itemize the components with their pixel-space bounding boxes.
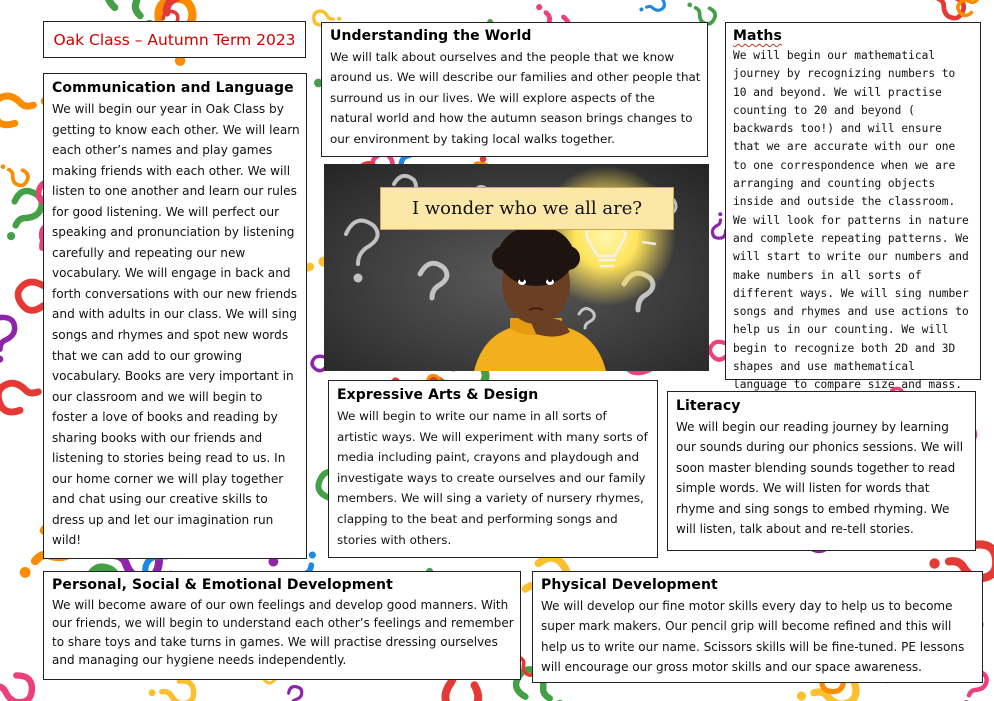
section-body: We will talk about ourselves and the people that we know around us. We will describe our families and other people that surround us in our lives. We will explore aspects of the natural world and how the autumn season brings changes to our environment by taking local walks together. [330,50,701,146]
literacy-section [667,391,976,551]
section-body: We will begin our mathematical journey by recognizing numbers to 10 and beyond. We will practise counting to 20 and beyond ( backwards too!) and will ensure that we are accurate with our one to one correspondence when we are arranging and counting objects inside and outside the classroom. We will look for patterns in nature and complete repeating patterns. We will start to write our numbers and make numbers in all sorts of different ways. We will sing number songs and rhymes and use actions to help us in our counting. We will begin to recognize both 2D and 3D shapes and use mathematical language to compare size and mass. [733,49,969,392]
communication-language-section [43,73,307,559]
decorative-question-mark [638,0,667,18]
page-title: Oak Class – Autumn Term 2023 [53,30,296,49]
wonder-caption: I wonder who we all are? [380,187,674,230]
section-heading: Expressive Arts & Design [337,387,539,403]
decorative-question-mark [148,680,195,701]
section-heading: Physical Development [541,577,718,593]
decorative-question-mark [712,212,726,238]
section-body: We will become aware of our own feelings and develop good manners. With our friends, we will begin to understand each other’s feelings and remember to share toys and take turns in games. We will practise dressing ourselves and managing our hygiene needs independently. [52,598,514,667]
section-heading: Maths [733,28,782,44]
section-body: We will begin our reading journey by learning our sounds during our phonics sessions. We will soon master blending sounds together to read simple words. We will listen for words that rhyme and sing songs to embed rhyming. We will listen, talk about and re-tell stories. [676,420,964,537]
section-heading: Literacy [676,398,741,414]
decorative-question-mark [0,675,32,701]
decorative-question-mark [0,317,15,363]
section-body: We will develop our fine motor skills every day to help us to become super mark makers. Our pencil grip will become refined and this will help us to write our name. Scissors skills will be fine-tuned. PE lessons will encourage our gross motor skills and our space awareness. [541,599,965,674]
decorative-question-mark [0,160,30,187]
section-heading: Understanding the World [330,28,532,44]
psed-section [43,571,521,680]
physical-development-section [532,571,983,683]
section-body: We will begin to write our name in all sorts of artistic ways. We will experiment with many sorts of media including paint, crayons and playdough and investigate ways to create ourselves and our family members. We will sing a variety of nursery rhymes, clapping to the beat and performing songs and stories with others. [337,409,648,547]
maths-section [725,22,981,392]
section-heading: Communication and Language [52,80,294,96]
understanding-world-section [321,22,708,157]
expressive-arts-section [328,380,658,558]
section-body: We will begin our year in Oak Class by getting to know each other. We will learn each other’s names and play games making friends with each other. We will listen to one another and learn our rules for good listening. We will perfect our speaking and pronunciation by listening carefully and repeating our new vocabulary. We will engage in back and forth conversations with our new friends and with adults in our class. We will sing songs and rhymes and spot new words that we can add to our growing vocabulary. Books are very important in our classroom and we will begin to foster a love of books and reading by sharing books with our friends and listening to stories being read to us. In our home corner we will play together and chat using our creative skills to dress up and let our imagination run wild! [52,102,300,548]
section-heading: Personal, Social & Emotional Development [52,577,393,593]
decorative-question-mark [286,686,302,701]
page-title-box [43,21,306,58]
